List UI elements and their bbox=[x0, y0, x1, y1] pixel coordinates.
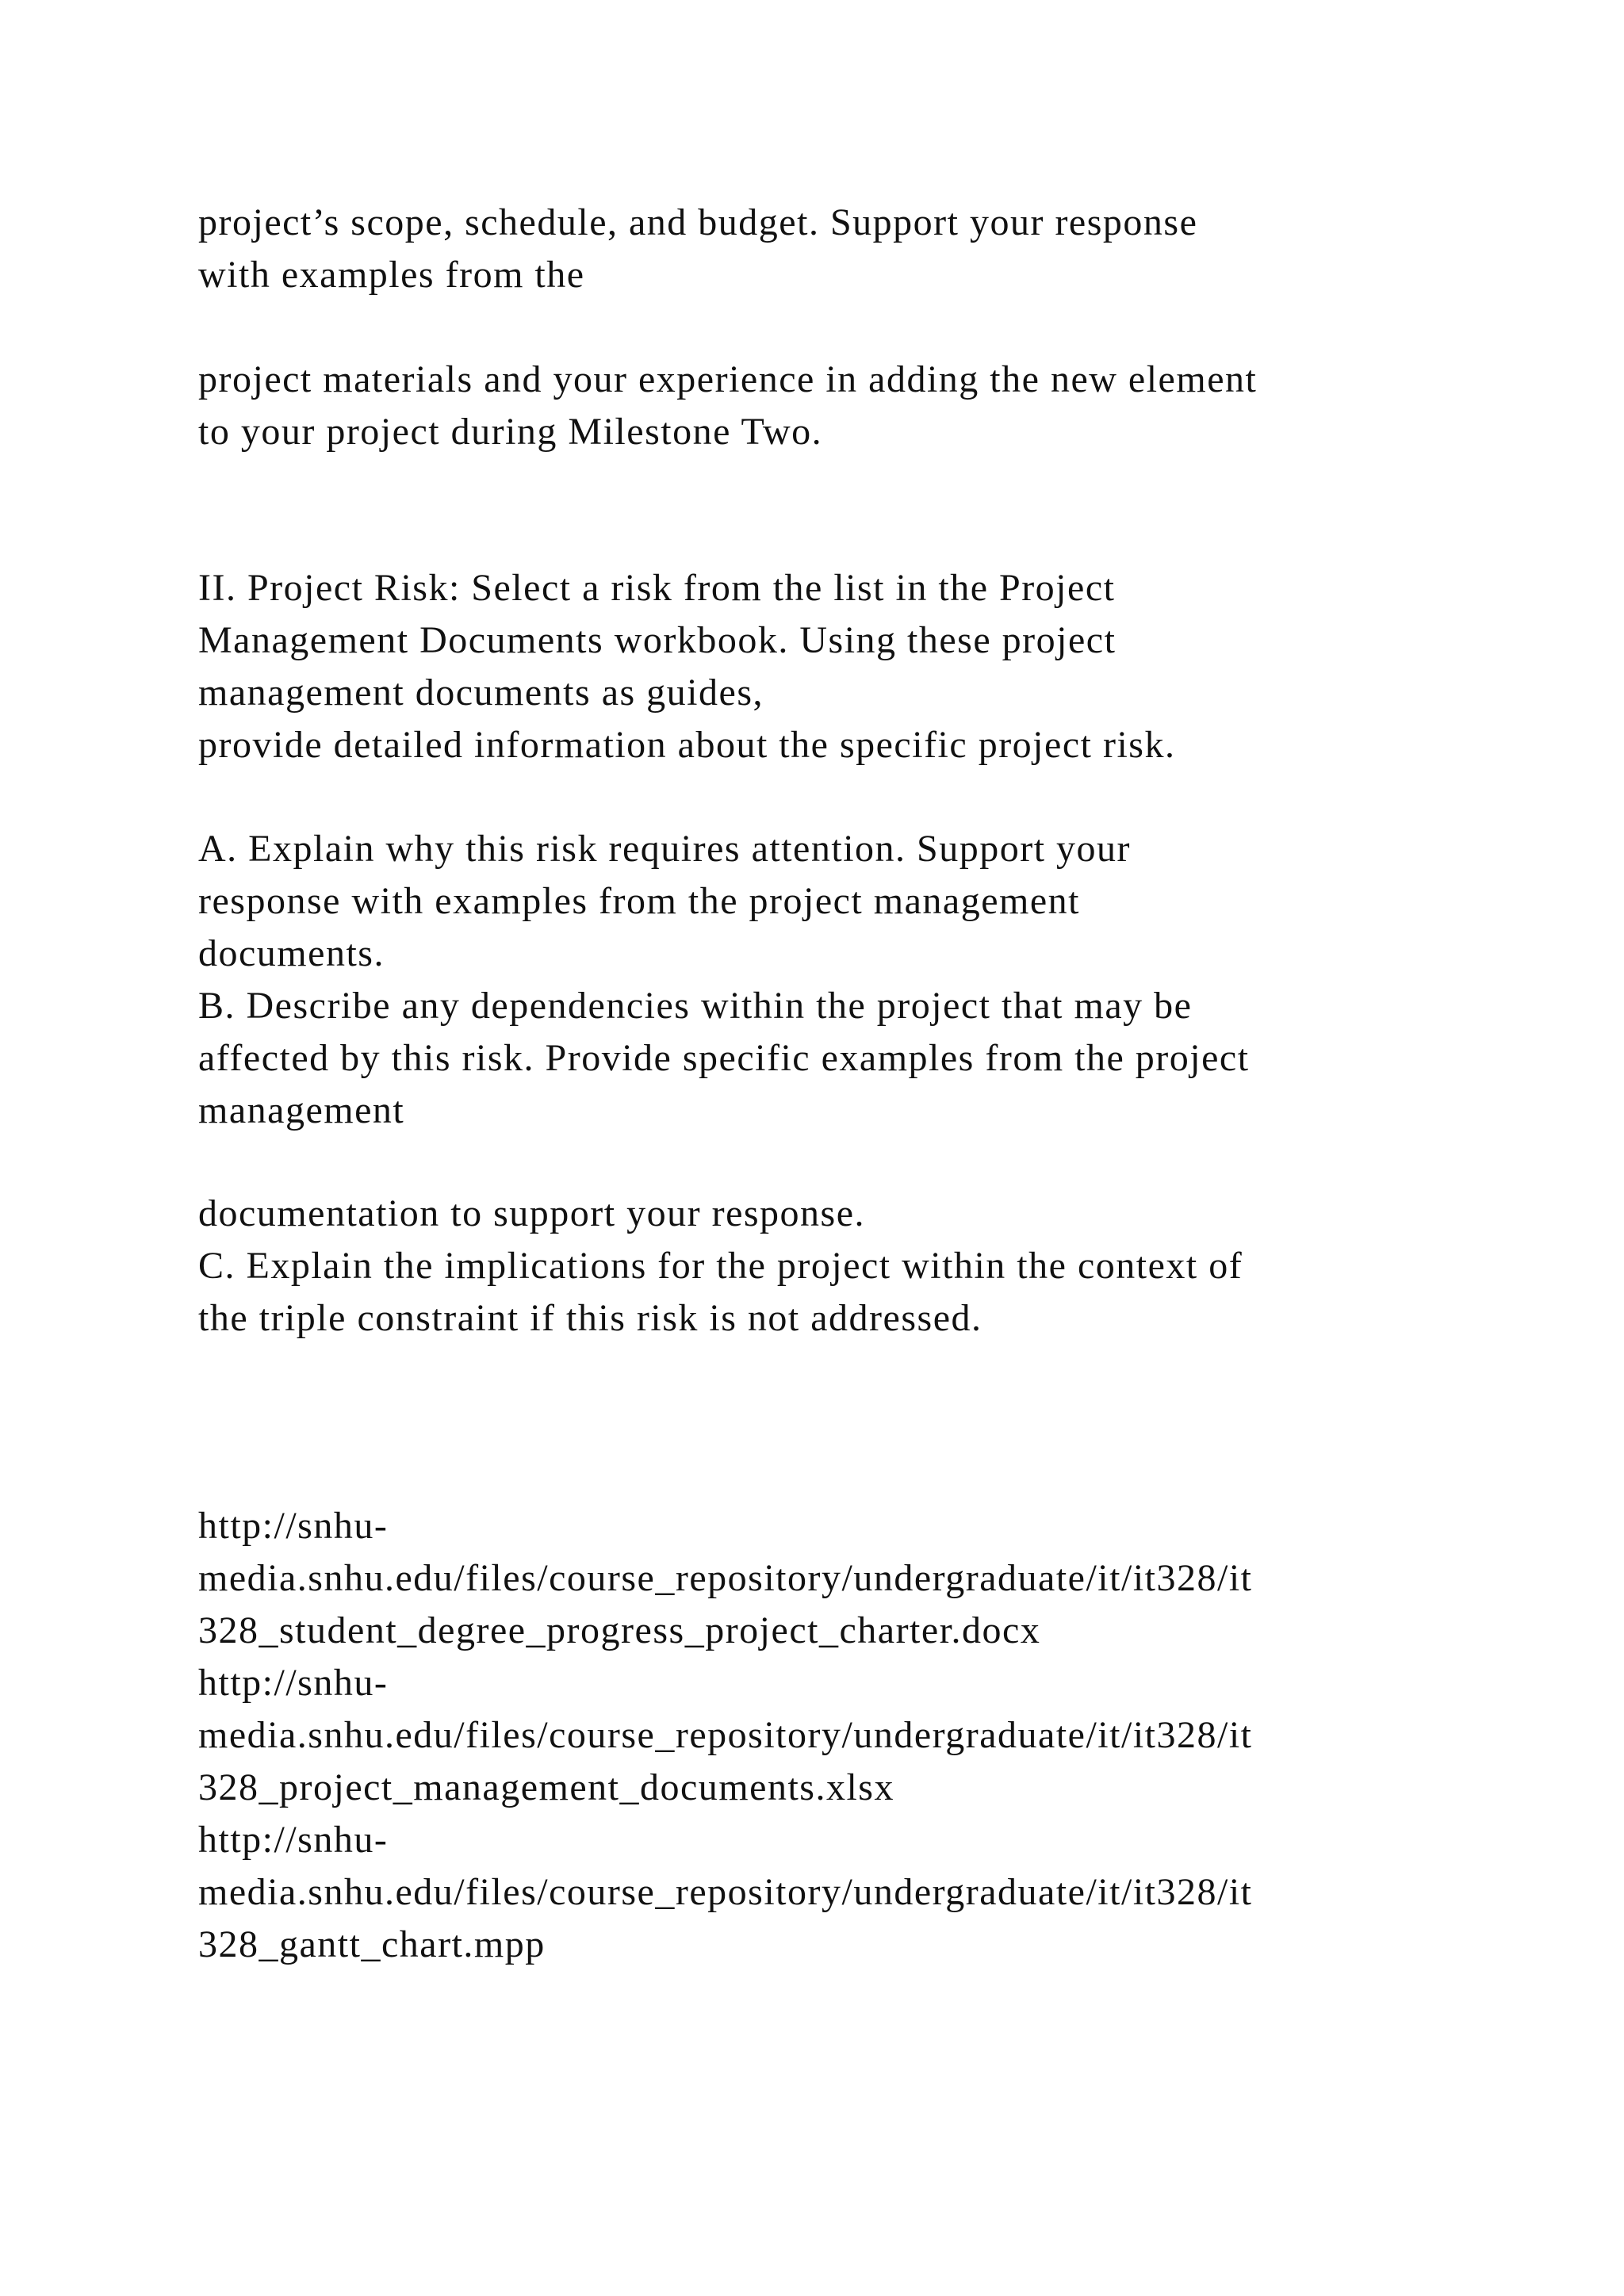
url-line: http://snhu- bbox=[198, 1662, 389, 1704]
text-line: affected by this risk. Provide specific examples from the project bbox=[198, 1037, 1250, 1079]
paragraph-project-materials bbox=[198, 354, 1451, 458]
url-line: http://snhu- bbox=[198, 1819, 389, 1861]
url-line: 328_gantt_chart.mpp bbox=[198, 1923, 546, 1965]
paragraph-project-risk bbox=[198, 562, 1451, 771]
text-line: A. Explain why this risk requires attention. Support your bbox=[198, 828, 1132, 870]
text-line: response with examples from the project management bbox=[198, 880, 1080, 922]
text-line: II. Project Risk: Select a risk from the list in the Project bbox=[198, 567, 1116, 609]
text-line: C. Explain the implications for the project within the context of bbox=[198, 1245, 1243, 1287]
text-line: with examples from the bbox=[198, 254, 585, 296]
paragraph-item-c bbox=[198, 1188, 1451, 1345]
text-line: provide detailed information about the specific project risk. bbox=[198, 724, 1176, 766]
text-line: documentation to support your response. bbox=[198, 1192, 866, 1234]
text-line: project materials and your experience in adding the new element bbox=[198, 358, 1258, 400]
url-line: media.snhu.edu/files/course_repository/undergraduate/it/it328/it bbox=[198, 1871, 1253, 1913]
text-line: management bbox=[198, 1089, 405, 1131]
paragraph-items-a-b bbox=[198, 823, 1451, 1137]
text-line: B. Describe any dependencies within the project that may be bbox=[198, 985, 1193, 1027]
text-line: the triple constraint if this risk is not addressed. bbox=[198, 1297, 982, 1339]
url-line: media.snhu.edu/files/course_repository/undergraduate/it/it328/it bbox=[198, 1557, 1253, 1599]
text-line: Management Documents workbook. Using these project bbox=[198, 619, 1116, 661]
paragraph-scope-schedule-budget bbox=[198, 197, 1451, 301]
text-line: project’s scope, schedule, and budget. Support your response bbox=[198, 201, 1198, 243]
text-line: documents. bbox=[198, 932, 385, 974]
text-line: to your project during Milestone Two. bbox=[198, 411, 823, 453]
url-line: media.snhu.edu/files/course_repository/undergraduate/it/it328/it bbox=[198, 1714, 1253, 1756]
paragraph-resource-urls bbox=[198, 1500, 1451, 1971]
text-line: management documents as guides, bbox=[198, 672, 764, 714]
url-line: 328_project_management_documents.xlsx bbox=[198, 1766, 894, 1808]
url-line: http://snhu- bbox=[198, 1505, 389, 1547]
url-line: 328_student_degree_progress_project_charter.docx bbox=[198, 1609, 1041, 1651]
